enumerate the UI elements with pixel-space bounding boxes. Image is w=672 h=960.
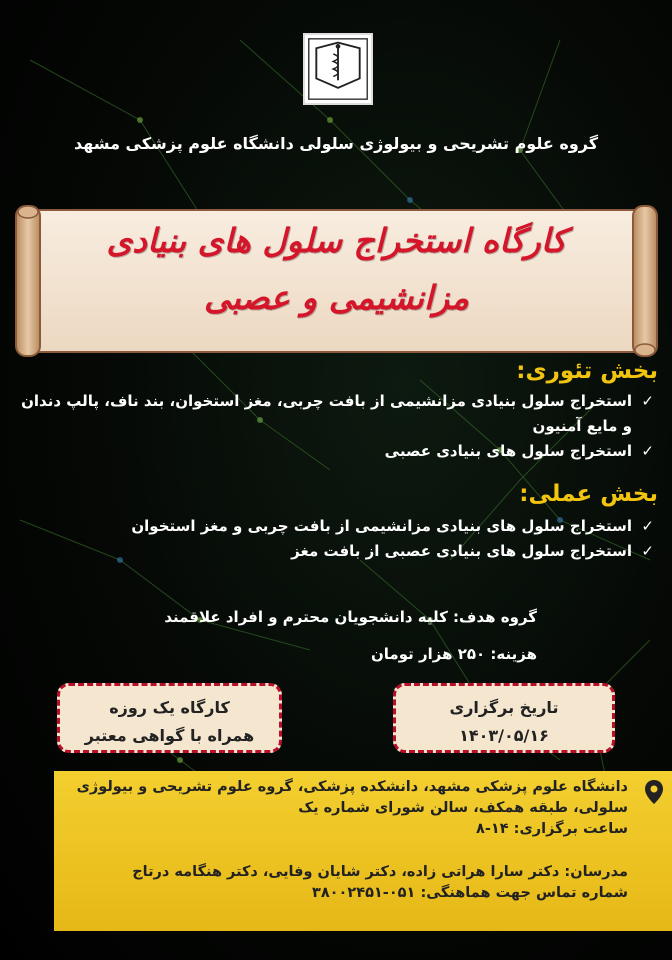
date-label: تاریخ برگزاری	[449, 698, 559, 717]
instructors-text: مدرسان: دکتر سارا هراتی زاده، دکتر شایان وفایی، دکتر هنگامه درتاج	[132, 864, 628, 880]
location-pin-icon	[644, 779, 664, 805]
date-box	[393, 683, 615, 753]
workshop-box	[57, 683, 282, 753]
theory-heading: بخش تئوری:	[516, 358, 658, 384]
title-line-2: مزانشیمی و عصبی	[204, 278, 469, 317]
list-item	[14, 389, 658, 439]
practical-item-2: استخراج سلول های بنیادی عصبی از بافت مغز	[291, 542, 632, 560]
theory-item-1: استخراج سلول بنیادی مزانشیمی از بافت چربی، مغز استخوان، بند ناف، پالپ دندان و مایع آمنیون	[21, 392, 632, 435]
list-item	[14, 439, 658, 464]
university-logo	[303, 33, 373, 105]
list-item	[14, 514, 658, 539]
contact-text: شماره تماس جهت هماهنگی: ۰۵۱-۳۸۰۰۲۴۵۱	[311, 885, 628, 901]
department-title: گروه علوم تشریحی و بیولوژی سلولی دانشگاه علوم پزشکی مشهد	[73, 134, 599, 153]
practical-list	[14, 514, 658, 564]
practical-heading: بخش عملی:	[519, 481, 658, 507]
workshop-title	[54, 212, 619, 326]
checkmark-icon: ✓	[641, 517, 654, 535]
workshop-line-1: کارگاه یک روزه	[109, 698, 230, 717]
checkmark-icon: ✓	[641, 392, 654, 410]
checkmark-icon: ✓	[641, 442, 654, 460]
workshop-line-2: همراه با گواهی معتبر	[84, 726, 255, 745]
practical-item-1: استخراج سلول های بنیادی مزانشیمی از بافت چربی و مغز استخوان	[131, 517, 632, 535]
footer-info	[54, 771, 672, 931]
location-text: دانشگاه علوم پزشکی مشهد، دانشکده پزشکی، گروه علوم تشریحی و بیولوژی سلولی، طبقه همکف، سالن شورای شماره یک	[76, 779, 628, 816]
checkmark-icon: ✓	[641, 542, 654, 560]
target-group: گروه هدف: کلیه دانشجویان محترم و افراد علاقمند	[164, 608, 537, 626]
theory-item-2: استخراج سلول های بنیادی عصبی	[384, 442, 632, 460]
date-value: ۱۴۰۳/۰۵/۱۶	[459, 726, 549, 745]
list-item	[14, 539, 658, 564]
time-text: ساعت برگزاری: ۱۴-۸	[476, 821, 628, 837]
title-line-1: کارگاه استخراج سلول های بنیادی	[106, 221, 567, 260]
theory-list	[14, 389, 658, 464]
title-banner	[14, 202, 659, 360]
cost: هزینه: ۲۵۰ هزار تومان	[371, 645, 537, 663]
university-emblem-icon	[305, 35, 371, 103]
